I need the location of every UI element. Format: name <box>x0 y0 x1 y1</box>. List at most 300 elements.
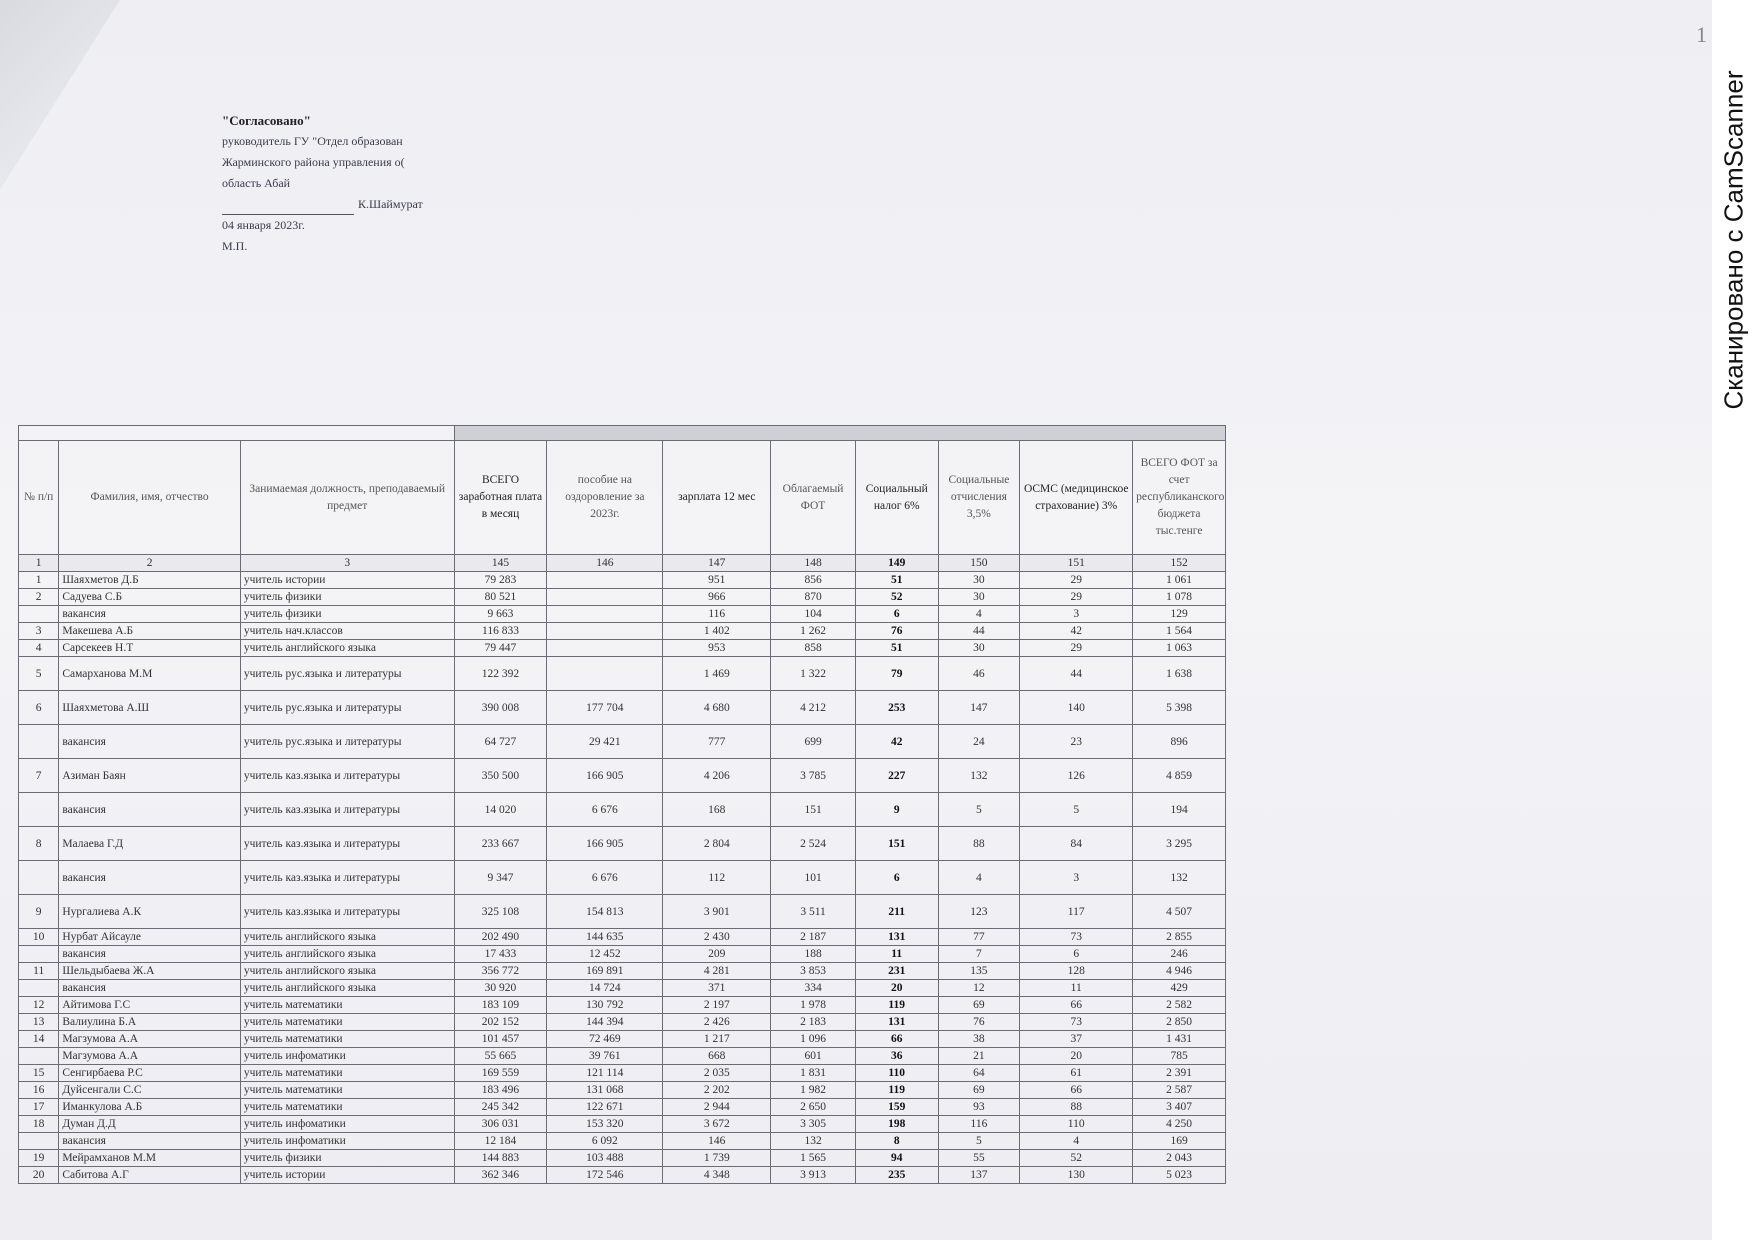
row-total-fot: 785 <box>1133 1048 1226 1065</box>
row-social-tax: 51 <box>855 572 938 589</box>
table-row <box>19 793 1226 827</box>
row-num: 2 <box>19 589 59 606</box>
row-osms: 29 <box>1020 589 1133 606</box>
row-total-fot: 5 398 <box>1133 691 1226 725</box>
table-row <box>19 1167 1226 1184</box>
row-num: 18 <box>19 1116 59 1133</box>
row-osms: 88 <box>1020 1099 1133 1116</box>
row-salary12: 2 430 <box>663 929 771 946</box>
row-salary12: 2 197 <box>663 997 771 1014</box>
table-row <box>19 1048 1226 1065</box>
row-osms: 29 <box>1020 572 1133 589</box>
row-salary12: 777 <box>663 725 771 759</box>
row-total-salary: 9 663 <box>454 606 547 623</box>
row-osms: 52 <box>1020 1150 1133 1167</box>
row-taxable: 856 <box>771 572 856 589</box>
row-allowance: 121 114 <box>547 1065 663 1082</box>
table-row <box>19 929 1226 946</box>
approval-line-2: Жарминского района управления о( <box>222 155 405 169</box>
row-taxable: 3 785 <box>771 759 856 793</box>
row-name: Думан Д.Д <box>59 1116 241 1133</box>
row-allowance: 14 724 <box>547 980 663 997</box>
row-taxable: 858 <box>771 640 856 657</box>
row-position: учитель каз.языка и литературы <box>240 793 454 827</box>
row-total-salary: 12 184 <box>454 1133 547 1150</box>
row-social-tax: 227 <box>855 759 938 793</box>
row-social-contrib: 7 <box>938 946 1020 963</box>
row-total-fot: 1 638 <box>1133 657 1226 691</box>
row-name: Нурбат Айсауле <box>59 929 241 946</box>
row-salary12: 2 202 <box>663 1082 771 1099</box>
row-allowance: 169 891 <box>547 963 663 980</box>
row-name: вакансия <box>59 606 241 623</box>
table-row <box>19 861 1226 895</box>
row-osms: 128 <box>1020 963 1133 980</box>
row-total-salary: 30 920 <box>454 980 547 997</box>
row-total-fot: 1 063 <box>1133 640 1226 657</box>
row-total-salary: 144 883 <box>454 1150 547 1167</box>
row-position: учитель нач.классов <box>240 623 454 640</box>
row-name: вакансия <box>59 793 241 827</box>
row-taxable: 1 096 <box>771 1031 856 1048</box>
row-num <box>19 1048 59 1065</box>
approval-block <box>222 110 482 257</box>
row-name: Шаяхметов Д.Б <box>59 572 241 589</box>
row-allowance <box>547 640 663 657</box>
table-row <box>19 1031 1226 1048</box>
row-salary12: 146 <box>663 1133 771 1150</box>
row-total-fot: 246 <box>1133 946 1226 963</box>
row-num: 15 <box>19 1065 59 1082</box>
row-total-salary: 79 283 <box>454 572 547 589</box>
row-allowance: 122 671 <box>547 1099 663 1116</box>
row-position: учитель физики <box>240 606 454 623</box>
table-row <box>19 980 1226 997</box>
row-taxable: 601 <box>771 1048 856 1065</box>
row-total-salary: 306 031 <box>454 1116 547 1133</box>
row-osms: 66 <box>1020 1082 1133 1099</box>
row-salary12: 668 <box>663 1048 771 1065</box>
row-osms: 4 <box>1020 1133 1133 1150</box>
row-social-tax: 211 <box>855 895 938 929</box>
row-taxable: 132 <box>771 1133 856 1150</box>
row-social-tax: 131 <box>855 1014 938 1031</box>
header-total-fot: ВСЕГО ФОТ за счет республиканского бюджета тыс.тенге <box>1133 441 1226 555</box>
row-social-tax: 79 <box>855 657 938 691</box>
stamp-label: М.П. <box>222 239 248 253</box>
row-total-fot: 1 431 <box>1133 1031 1226 1048</box>
row-salary12: 4 348 <box>663 1167 771 1184</box>
row-taxable: 1 831 <box>771 1065 856 1082</box>
row-social-contrib: 135 <box>938 963 1020 980</box>
row-social-contrib: 64 <box>938 1065 1020 1082</box>
row-osms: 117 <box>1020 895 1133 929</box>
row-salary12: 1 402 <box>663 623 771 640</box>
row-total-salary: 116 833 <box>454 623 547 640</box>
row-name: вакансия <box>59 1133 241 1150</box>
row-salary12: 2 426 <box>663 1014 771 1031</box>
row-salary12: 112 <box>663 861 771 895</box>
row-allowance: 144 635 <box>547 929 663 946</box>
row-allowance <box>547 589 663 606</box>
row-salary12: 1 739 <box>663 1150 771 1167</box>
row-total-salary: 183 496 <box>454 1082 547 1099</box>
row-allowance: 177 704 <box>547 691 663 725</box>
row-osms: 20 <box>1020 1048 1133 1065</box>
column-number: 146 <box>547 555 663 572</box>
approval-line-3: область Абай <box>222 176 291 190</box>
column-number: 149 <box>855 555 938 572</box>
row-osms: 37 <box>1020 1031 1133 1048</box>
header-allowance: пособие на оздоровление за 2023г. <box>547 441 663 555</box>
row-allowance: 153 320 <box>547 1116 663 1133</box>
row-social-tax: 119 <box>855 1082 938 1099</box>
row-position: учитель математики <box>240 997 454 1014</box>
header-total-salary: ВСЕГО заработная плата в месяц <box>454 441 547 555</box>
row-social-contrib: 30 <box>938 572 1020 589</box>
approval-line-1: руководитель ГУ "Отдел образован <box>222 134 403 148</box>
row-name: Сабитова А.Г <box>59 1167 241 1184</box>
row-total-fot: 896 <box>1133 725 1226 759</box>
row-position: учитель инфоматики <box>240 1116 454 1133</box>
row-allowance: 29 421 <box>547 725 663 759</box>
row-social-contrib: 30 <box>938 589 1020 606</box>
row-social-contrib: 76 <box>938 1014 1020 1031</box>
row-social-contrib: 69 <box>938 997 1020 1014</box>
table-row <box>19 725 1226 759</box>
row-total-salary: 14 020 <box>454 793 547 827</box>
row-osms: 29 <box>1020 640 1133 657</box>
row-osms: 110 <box>1020 1116 1133 1133</box>
row-num: 9 <box>19 895 59 929</box>
row-total-salary: 55 665 <box>454 1048 547 1065</box>
row-social-tax: 110 <box>855 1065 938 1082</box>
row-osms: 130 <box>1020 1167 1133 1184</box>
table-row <box>19 759 1226 793</box>
table-row <box>19 572 1226 589</box>
row-total-salary: 233 667 <box>454 827 547 861</box>
table-row <box>19 1099 1226 1116</box>
table-row <box>19 1150 1226 1167</box>
table-row <box>19 640 1226 657</box>
row-taxable: 3 853 <box>771 963 856 980</box>
row-name: Айтимова Г.С <box>59 997 241 1014</box>
row-num: 13 <box>19 1014 59 1031</box>
table-row <box>19 1065 1226 1082</box>
row-total-salary: 350 500 <box>454 759 547 793</box>
row-position: учитель инфоматики <box>240 1133 454 1150</box>
header-band <box>19 426 1226 441</box>
row-position: учитель каз.языка и литературы <box>240 759 454 793</box>
row-allowance: 103 488 <box>547 1150 663 1167</box>
row-social-tax: 198 <box>855 1116 938 1133</box>
row-social-contrib: 38 <box>938 1031 1020 1048</box>
row-name: Макешева А.Б <box>59 623 241 640</box>
row-total-salary: 9 347 <box>454 861 547 895</box>
row-total-fot: 1 078 <box>1133 589 1226 606</box>
row-allowance: 12 452 <box>547 946 663 963</box>
row-taxable: 188 <box>771 946 856 963</box>
table-row <box>19 623 1226 640</box>
signature-line <box>222 200 354 215</box>
row-taxable: 1 565 <box>771 1150 856 1167</box>
row-allowance: 6 092 <box>547 1133 663 1150</box>
row-total-fot: 4 507 <box>1133 895 1226 929</box>
header-social-tax: Социальный налог 6% <box>855 441 938 555</box>
row-name: Шельдыбаева Ж.А <box>59 963 241 980</box>
row-allowance <box>547 657 663 691</box>
row-total-fot: 5 023 <box>1133 1167 1226 1184</box>
row-social-contrib: 88 <box>938 827 1020 861</box>
row-total-salary: 101 457 <box>454 1031 547 1048</box>
row-name: вакансия <box>59 725 241 759</box>
row-salary12: 953 <box>663 640 771 657</box>
row-allowance <box>547 606 663 623</box>
row-social-contrib: 137 <box>938 1167 1020 1184</box>
row-name: Сарсекеев Н.Т <box>59 640 241 657</box>
row-taxable: 2 524 <box>771 827 856 861</box>
row-osms: 5 <box>1020 793 1133 827</box>
row-total-fot: 129 <box>1133 606 1226 623</box>
row-allowance: 154 813 <box>547 895 663 929</box>
row-osms: 126 <box>1020 759 1133 793</box>
row-num: 3 <box>19 623 59 640</box>
row-taxable: 151 <box>771 793 856 827</box>
row-name: Иманкулова А.Б <box>59 1099 241 1116</box>
row-salary12: 1 469 <box>663 657 771 691</box>
salary-table <box>18 425 1226 1184</box>
row-position: учитель рус.языка и литературы <box>240 691 454 725</box>
row-name: вакансия <box>59 980 241 997</box>
row-osms: 84 <box>1020 827 1133 861</box>
row-num: 1 <box>19 572 59 589</box>
row-total-fot: 2 587 <box>1133 1082 1226 1099</box>
row-position: учитель каз.языка и литературы <box>240 861 454 895</box>
row-position: учитель истории <box>240 572 454 589</box>
row-osms: 73 <box>1020 929 1133 946</box>
row-total-salary: 122 392 <box>454 657 547 691</box>
row-name: Малаева Г.Д <box>59 827 241 861</box>
table-row <box>19 606 1226 623</box>
row-allowance: 172 546 <box>547 1167 663 1184</box>
row-num: 7 <box>19 759 59 793</box>
row-social-contrib: 4 <box>938 861 1020 895</box>
signature-row <box>222 194 482 215</box>
row-social-contrib: 132 <box>938 759 1020 793</box>
table-row <box>19 827 1226 861</box>
row-taxable: 870 <box>771 589 856 606</box>
row-position: учитель каз.языка и литературы <box>240 827 454 861</box>
row-name: Магзумова А.А <box>59 1031 241 1048</box>
row-osms: 73 <box>1020 1014 1133 1031</box>
row-num <box>19 1133 59 1150</box>
row-num: 17 <box>19 1099 59 1116</box>
row-allowance: 130 792 <box>547 997 663 1014</box>
column-number: 147 <box>663 555 771 572</box>
row-num: 12 <box>19 997 59 1014</box>
row-total-fot: 2 855 <box>1133 929 1226 946</box>
row-name: Мейрамханов М.М <box>59 1150 241 1167</box>
row-taxable: 3 305 <box>771 1116 856 1133</box>
row-salary12: 168 <box>663 793 771 827</box>
row-social-contrib: 5 <box>938 1133 1020 1150</box>
row-allowance: 144 394 <box>547 1014 663 1031</box>
row-allowance: 166 905 <box>547 827 663 861</box>
row-taxable: 101 <box>771 861 856 895</box>
row-salary12: 2 804 <box>663 827 771 861</box>
row-total-salary: 79 447 <box>454 640 547 657</box>
row-taxable: 1 982 <box>771 1082 856 1099</box>
table-row <box>19 589 1226 606</box>
row-position: учитель физики <box>240 589 454 606</box>
row-social-tax: 6 <box>855 606 938 623</box>
row-position: учитель английского языка <box>240 980 454 997</box>
row-social-contrib: 93 <box>938 1099 1020 1116</box>
row-allowance: 6 676 <box>547 793 663 827</box>
header-position: Занимаемая должность, преподаваемый предмет <box>240 441 454 555</box>
row-social-tax: 76 <box>855 623 938 640</box>
column-number: 151 <box>1020 555 1133 572</box>
row-social-contrib: 21 <box>938 1048 1020 1065</box>
row-social-tax: 253 <box>855 691 938 725</box>
row-social-tax: 51 <box>855 640 938 657</box>
row-taxable: 1 322 <box>771 657 856 691</box>
column-number: 3 <box>240 555 454 572</box>
row-name: вакансия <box>59 946 241 963</box>
row-total-fot: 1 564 <box>1133 623 1226 640</box>
approval-date: 04 января 2023г. <box>222 218 305 232</box>
row-total-fot: 4 250 <box>1133 1116 1226 1133</box>
row-total-fot: 4 946 <box>1133 963 1226 980</box>
row-social-contrib: 116 <box>938 1116 1020 1133</box>
row-taxable: 334 <box>771 980 856 997</box>
row-social-contrib: 147 <box>938 691 1020 725</box>
row-num: 8 <box>19 827 59 861</box>
row-osms: 23 <box>1020 725 1133 759</box>
row-total-salary: 362 346 <box>454 1167 547 1184</box>
header-name: Фамилия, имя, отчество <box>59 441 241 555</box>
row-social-contrib: 55 <box>938 1150 1020 1167</box>
row-social-contrib: 24 <box>938 725 1020 759</box>
row-taxable: 2 187 <box>771 929 856 946</box>
row-salary12: 951 <box>663 572 771 589</box>
row-total-salary: 356 772 <box>454 963 547 980</box>
row-salary12: 2 944 <box>663 1099 771 1116</box>
row-total-fot: 2 043 <box>1133 1150 1226 1167</box>
header-taxable: Облагаемый ФОТ <box>771 441 856 555</box>
row-social-contrib: 77 <box>938 929 1020 946</box>
column-number: 152 <box>1133 555 1226 572</box>
row-social-tax: 159 <box>855 1099 938 1116</box>
row-social-tax: 94 <box>855 1150 938 1167</box>
row-salary12: 4 680 <box>663 691 771 725</box>
column-number: 148 <box>771 555 856 572</box>
row-social-tax: 131 <box>855 929 938 946</box>
row-social-tax: 6 <box>855 861 938 895</box>
row-total-fot: 169 <box>1133 1133 1226 1150</box>
row-name: Нургалиева А.К <box>59 895 241 929</box>
row-osms: 3 <box>1020 606 1133 623</box>
row-name: Валиулина Б.А <box>59 1014 241 1031</box>
row-allowance: 131 068 <box>547 1082 663 1099</box>
row-salary12: 3 901 <box>663 895 771 929</box>
row-num <box>19 980 59 997</box>
row-taxable: 3 511 <box>771 895 856 929</box>
row-social-contrib: 30 <box>938 640 1020 657</box>
signature-name: К.Шаймурат <box>358 197 423 211</box>
row-total-salary: 80 521 <box>454 589 547 606</box>
row-taxable: 699 <box>771 725 856 759</box>
table-row <box>19 997 1226 1014</box>
row-position: учитель английского языка <box>240 640 454 657</box>
row-position: учитель физики <box>240 1150 454 1167</box>
row-salary12: 371 <box>663 980 771 997</box>
row-position: учитель математики <box>240 1031 454 1048</box>
table-row <box>19 657 1226 691</box>
table-row <box>19 895 1226 929</box>
row-total-salary: 183 109 <box>454 997 547 1014</box>
row-allowance <box>547 623 663 640</box>
row-social-tax: 20 <box>855 980 938 997</box>
row-allowance: 6 676 <box>547 861 663 895</box>
row-total-fot: 2 582 <box>1133 997 1226 1014</box>
row-social-contrib: 123 <box>938 895 1020 929</box>
row-salary12: 2 035 <box>663 1065 771 1082</box>
row-salary12: 3 672 <box>663 1116 771 1133</box>
row-name: Дуйсенгали С.С <box>59 1082 241 1099</box>
row-social-tax: 36 <box>855 1048 938 1065</box>
header-num: № п/п <box>19 441 59 555</box>
row-total-fot: 2 391 <box>1133 1065 1226 1082</box>
row-num: 16 <box>19 1082 59 1099</box>
row-taxable: 2 650 <box>771 1099 856 1116</box>
row-name: вакансия <box>59 861 241 895</box>
row-position: учитель рус.языка и литературы <box>240 725 454 759</box>
row-name: Шаяхметова А.Ш <box>59 691 241 725</box>
row-num <box>19 793 59 827</box>
row-social-contrib: 44 <box>938 623 1020 640</box>
row-num <box>19 725 59 759</box>
column-number: 150 <box>938 555 1020 572</box>
row-num <box>19 946 59 963</box>
row-num: 10 <box>19 929 59 946</box>
row-osms: 3 <box>1020 861 1133 895</box>
row-social-contrib: 4 <box>938 606 1020 623</box>
row-num: 14 <box>19 1031 59 1048</box>
row-osms: 66 <box>1020 997 1133 1014</box>
row-taxable: 3 913 <box>771 1167 856 1184</box>
row-salary12: 209 <box>663 946 771 963</box>
table-row <box>19 946 1226 963</box>
row-name: Самарханова М.М <box>59 657 241 691</box>
row-allowance: 72 469 <box>547 1031 663 1048</box>
column-number: 1 <box>19 555 59 572</box>
table-row <box>19 1082 1226 1099</box>
row-num: 20 <box>19 1167 59 1184</box>
row-social-contrib: 5 <box>938 793 1020 827</box>
row-osms: 44 <box>1020 657 1133 691</box>
row-allowance: 39 761 <box>547 1048 663 1065</box>
row-name: Магзумова А.А <box>59 1048 241 1065</box>
row-total-salary: 245 342 <box>454 1099 547 1116</box>
row-total-fot: 132 <box>1133 861 1226 895</box>
row-num <box>19 606 59 623</box>
row-osms: 6 <box>1020 946 1133 963</box>
row-social-contrib: 12 <box>938 980 1020 997</box>
row-osms: 11 <box>1020 980 1133 997</box>
table-row <box>19 691 1226 725</box>
column-number-row <box>19 555 1226 572</box>
